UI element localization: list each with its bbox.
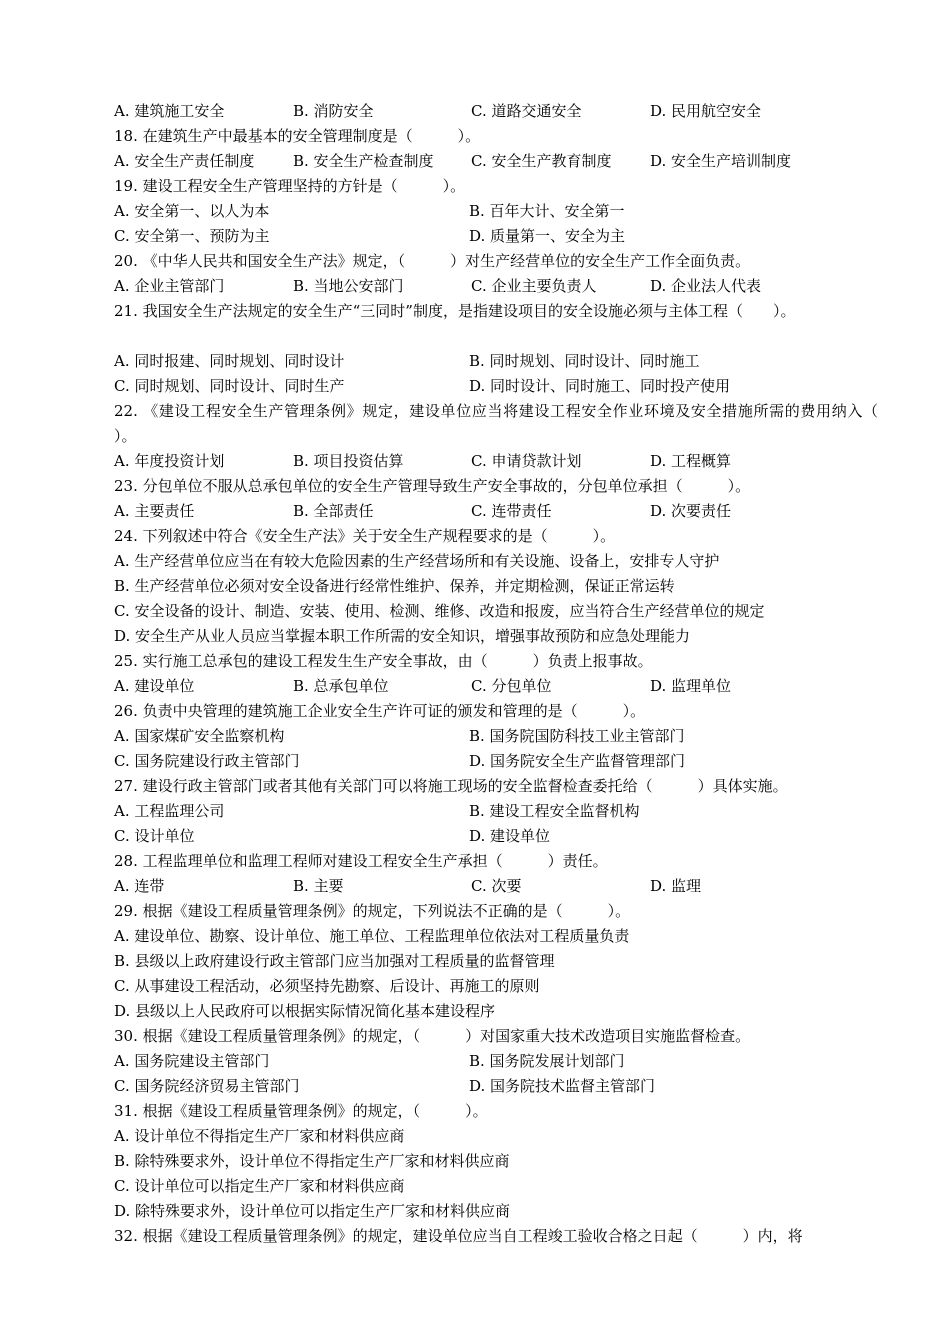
option-d: D. 监理 [650, 877, 702, 895]
options-row [114, 499, 878, 524]
question-27: 27. 建设行政主管部门或者其他有关部门可以将施工现场的安全监督检查委托给（ ）具体实施。 [114, 777, 788, 795]
options-row [114, 724, 878, 749]
options-row [114, 99, 878, 124]
option-c: C. 道路交通安全 [471, 102, 582, 120]
option-d: D. 民用航空安全 [650, 102, 762, 120]
option-a: A. 工程监理公司 [114, 802, 225, 820]
option-d: D. 安全生产培训制度 [650, 152, 792, 170]
question-25: 25. 实行施工总承包的建设工程发生生产安全事故，由（ ）负责上报事故。 [114, 652, 653, 670]
option-a: A. 主要责任 [114, 502, 195, 520]
option-b: B. 总承包单位 [293, 677, 389, 695]
question-20: 20. 《中华人民共和国安全生产法》规定，（ ）对生产经营单位的安全生产工作全面负责。 [114, 252, 751, 270]
option-b: B. 建设工程安全监督机构 [469, 802, 640, 820]
option-c: C. 企业主要负责人 [471, 277, 597, 295]
options-row [114, 224, 878, 249]
option-b: B. 国务院发展计划部门 [469, 1052, 625, 1070]
options-row [114, 799, 878, 824]
question-31: 31. 根据《建设工程质量管理条例》的规定，（ ）。 [114, 1102, 488, 1120]
option-d: D. 企业法人代表 [650, 277, 762, 295]
option-d: D. 安全生产从业人员应当掌握本职工作所需的安全知识，增强事故预防和应急处理能力 [114, 627, 691, 645]
option-c: C. 同时规划、同时设计、同时生产 [114, 377, 345, 395]
options-row [114, 674, 878, 699]
option-d: D. 同时设计、同时施工、同时投产使用 [469, 377, 731, 395]
options-row [114, 274, 878, 299]
question-19: 19. 建设工程安全生产管理坚持的方针是（ ）。 [114, 177, 466, 195]
option-d: D. 次要责任 [650, 502, 732, 520]
options-row [114, 149, 878, 174]
option-b: B. 除特殊要求外，设计单位不得指定生产厂家和材料供应商 [114, 1152, 510, 1170]
option-b: B. 主要 [293, 877, 344, 895]
option-b: B. 当地公安部门 [293, 277, 404, 295]
option-d: D. 质量第一、安全为主 [469, 227, 626, 245]
question-22: 22. 《建设工程安全生产管理条例》规定，建设单位应当将建设工程安全作业环境及安全措施所需的费用纳入（ ）。 [114, 402, 924, 445]
options-row [114, 349, 878, 374]
option-c: C. 申请贷款计划 [471, 452, 582, 470]
option-a: A. 年度投资计划 [114, 452, 225, 470]
option-b: B. 同时规划、同时设计、同时施工 [469, 352, 700, 370]
option-b: B. 县级以上政府建设行政主管部门应当加强对工程质量的监督管理 [114, 952, 555, 970]
question-29: 29. 根据《建设工程质量管理条例》的规定，下列说法不正确的是（ ）。 [114, 902, 631, 920]
options-row [114, 1049, 878, 1074]
option-d: D. 工程概算 [650, 452, 732, 470]
option-a: A. 建筑施工安全 [114, 102, 225, 120]
option-d: D. 县级以上人民政府可以根据实际情况简化基本建设程序 [114, 1002, 496, 1020]
options-row [114, 1074, 878, 1099]
question-28: 28. 工程监理单位和监理工程师对建设工程安全生产承担（ ）责任。 [114, 852, 608, 870]
option-b: B. 全部责任 [293, 502, 374, 520]
option-b: B. 百年大计、安全第一 [469, 202, 625, 220]
option-c: C. 安全生产教育制度 [471, 152, 612, 170]
question-24: 24. 下列叙述中符合《安全生产法》关于安全生产规程要求的是（ ）。 [114, 527, 616, 545]
option-b: B. 国务院国防科技工业主管部门 [469, 727, 685, 745]
option-a: A. 国务院建设主管部门 [114, 1052, 270, 1070]
option-a: A. 建设单位 [114, 677, 195, 695]
option-a: A. 安全第一、以人为本 [114, 202, 270, 220]
document-page [114, 99, 924, 1249]
options-row [114, 199, 878, 224]
option-c: C. 国务院经济贸易主管部门 [114, 1077, 300, 1095]
option-d: D. 建设单位 [469, 827, 551, 845]
option-b: B. 消防安全 [293, 102, 374, 120]
option-a: A. 同时报建、同时规划、同时设计 [114, 352, 345, 370]
option-a: A. 生产经营单位应当在有较大危险因素的生产经营场所和有关设施、设备上，安排专人守护 [114, 552, 720, 570]
option-c: C. 分包单位 [471, 677, 552, 695]
option-c: C. 从事建设工程活动，必须坚持先勘察、后设计、再施工的原则 [114, 977, 540, 995]
option-d: D. 除特殊要求外，设计单位可以指定生产厂家和材料供应商 [114, 1202, 511, 1220]
option-c: C. 次要 [471, 877, 522, 895]
option-a: A. 国家煤矿安全监察机构 [114, 727, 285, 745]
option-a: A. 安全生产责任制度 [114, 152, 255, 170]
question-32: 32. 根据《建设工程质量管理条例》的规定，建设单位应当自工程竣工验收合格之日起（ ）内，将 [114, 1227, 803, 1245]
option-b: B. 项目投资估算 [293, 452, 404, 470]
option-a: A. 企业主管部门 [114, 277, 225, 295]
options-row [114, 374, 878, 399]
option-a: A. 设计单位不得指定生产厂家和材料供应商 [114, 1127, 405, 1145]
option-c: C. 安全第一、预防为主 [114, 227, 270, 245]
question-23: 23. 分包单位不服从总承包单位的安全生产管理导致生产安全事故的，分包单位承担（ ）。 [114, 477, 751, 495]
options-row [114, 824, 878, 849]
option-b: B. 安全生产检查制度 [293, 152, 434, 170]
option-c: C. 设计单位可以指定生产厂家和材料供应商 [114, 1177, 405, 1195]
question-21: 21. 我国安全生产法规定的安全生产“三同时”制度，是指建设项目的安全设施必须与主体工程（ ）。 [114, 302, 796, 320]
question-26: 26. 负责中央管理的建筑施工企业安全生产许可证的颁发和管理的是（ ）。 [114, 702, 646, 720]
question-30: 30. 根据《建设工程质量管理条例》的规定，（ ）对国家重大技术改造项目实施监督检查。 [114, 1027, 751, 1045]
option-a: A. 连带 [114, 877, 165, 895]
options-row [114, 874, 878, 899]
option-d: D. 监理单位 [650, 677, 732, 695]
question-18: 18. 在建筑生产中最基本的安全管理制度是（ ）。 [114, 127, 481, 145]
option-c: C. 安全设备的设计、制造、安装、使用、检测、维修、改造和报废，应当符合生产经营单位的规定 [114, 602, 765, 620]
option-b: B. 生产经营单位必须对安全设备进行经常性维护、保养，并定期检测，保证正常运转 [114, 577, 675, 595]
option-a: A. 建设单位、勘察、设计单位、施工单位、工程监理单位依法对工程质量负责 [114, 927, 630, 945]
options-row [114, 449, 878, 474]
option-c: C. 设计单位 [114, 827, 195, 845]
option-c: C. 国务院建设行政主管部门 [114, 752, 300, 770]
option-c: C. 连带责任 [471, 502, 552, 520]
options-row [114, 749, 878, 774]
option-d: D. 国务院技术监督主管部门 [469, 1077, 656, 1095]
option-d: D. 国务院安全生产监督管理部门 [469, 752, 686, 770]
